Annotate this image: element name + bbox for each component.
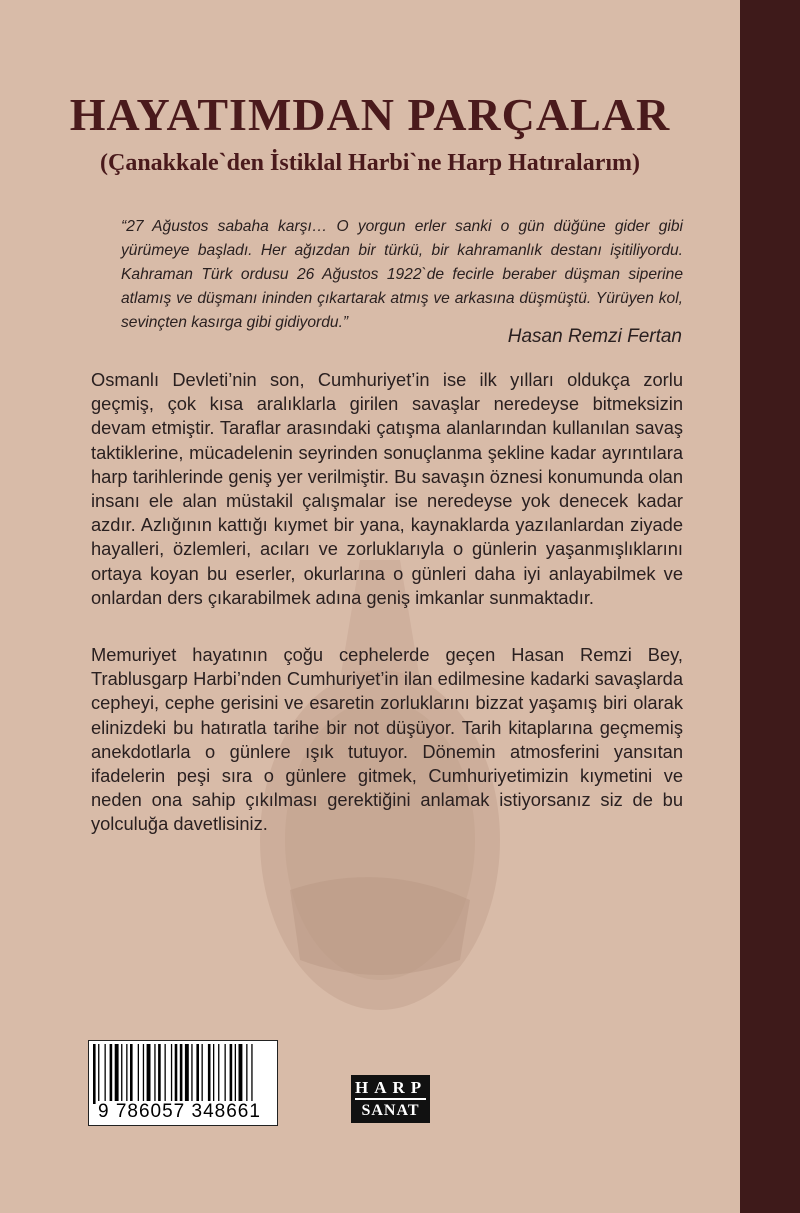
description-paragraph-2: Memuriyet hayatının çoğu cephelerde geçen Hasan Remzi Bey, Trablusgarp Harbi’nden Cumhuriyet’in ilan edilmesine kadarki savaşlarda cepheyi, cephe gerisini ve esaretin zorluklarını bizzat yaşamış biri olarak elinizdeki bu hatıratla tarihe bir not düşüyor. Tarih kitaplarına geçmemiş anekdotlarla o günlere ışık tutuyor. Dönemin atmosferini yansıtan ifadelerin peşi sıra o günlere gitmek, Cumhuriyetimizin kıymetini ve neden ona sahip çıkılması gerektiğini anlamak istiyorsanız siz de bu yolculuğa davetlisiniz. <box>91 644 683 835</box>
book-spine <box>740 0 800 1213</box>
description-paragraph-1: Osmanlı Devleti’nin son, Cumhuriyet’in ise ilk yılları oldukça zorlu geçmiş, çok kısa aralıklarla girilen savaşlar neredeyse bitmeksizin devam etmiştir. Taraflar arasındaki çatışma alanlarından kullanılan savaş taktiklerine, mücadelenin seyrinden sonuçlanma şekline kadar ayrıntılara harp tarihlerinde geniş yer verilmiştir. Bu savaşın öznesi konumunda olan insanı ele alan müstakil çalışmalar ise neredeyse yok denecek kadar azdır. Azlığının kattığı kıymet bir yana, kaynaklarda yazılanlardan ziyade hayalleri, özlemleri, acıları ve zorluklarıyla o günlerin yaşanmışlıklarını ortaya koyan bu eserler, okurlarına o günleri daha iyi anlayabilmek ve onlardan ders çıkarabilmek adına geniş imkanlar sunmaktadır. <box>91 369 683 608</box>
publisher-logo-line2: SANAT <box>361 1102 420 1119</box>
isbn-number: 9 786057 348661 <box>98 1101 261 1122</box>
book-title: HAYATIMDAN PARÇALAR <box>69 89 671 140</box>
quote-author: Hasan Remzi Fertan <box>507 326 682 347</box>
quote-text: “27 Ağustos sabaha karşı… O yorgun erler sanki o gün düğüne gider gibi yürümeye başladı. Her ağızdan bir türkü, bir kahramanlık destanı işitiliyordu. Kahraman Türk ordusu 26 Ağustos 1922`de fecirle beraber düşman siperine atlamış ve düşmanı ininden çıkartarak atmış ve arkasına düşmüştü. Yürüyen kol, sevinçten kasırga gibi gidiyordu.” <box>121 218 683 331</box>
publisher-logo-line1: HARP <box>355 1078 426 1100</box>
publisher-logo <box>351 1075 430 1123</box>
book-subtitle: (Çanakkale`den İstiklal Harbi`ne Harp Hatıralarım) <box>100 150 640 176</box>
